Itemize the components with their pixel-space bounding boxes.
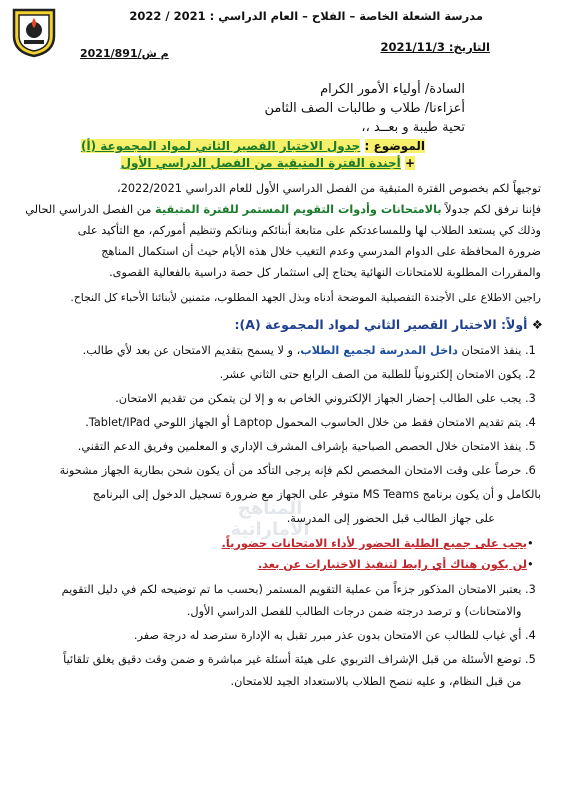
note-no-remote-text: لن يكون هناك أي رابط لتنفيذ الاختبارات عن بعد. bbox=[257, 558, 527, 571]
item-text: توضع الأسئلة من قبل الإشراف التربوي على هيئة أسئلة غير مباشرة و ضمن وقت دقيق يغلق تلقائياً bbox=[63, 653, 522, 666]
watermark: المناهج الاماراتية bbox=[230, 498, 310, 540]
list-item-continuation bbox=[231, 675, 541, 688]
item-text: من قبل النظام، و عليه ننصح الطلاب بالاستعداد الجيد للامتحان. bbox=[230, 675, 522, 688]
subject-title: جدول الاختبار القصير الثاني لمواد المجموعة (أ) bbox=[81, 139, 361, 153]
list-item bbox=[134, 629, 541, 642]
note-attendance bbox=[222, 537, 543, 550]
item-number: 4. bbox=[525, 416, 536, 429]
list-item-continuation: على جهاز الطالب قبل الحضور إلى المدرسة. bbox=[286, 512, 495, 525]
item-number: 5. bbox=[525, 440, 536, 453]
item-text: ينفذ الامتحان خلال الحصص الصباحية بإشراف المشرف الإداري و المعلمين وفريق الدعم التقني. bbox=[77, 440, 522, 453]
intro-line-2-c: من الفصل الدراسي الحالي bbox=[25, 203, 156, 216]
subject-agenda-line bbox=[121, 156, 415, 170]
list-item bbox=[115, 392, 541, 405]
item-number: 3. bbox=[525, 583, 536, 596]
item-text: يتم تقديم الامتحان فقط من خلال الحاسوب المحمول Laptop أو الجهاز اللوحي Tablet/IPad. bbox=[85, 416, 522, 429]
list-item bbox=[78, 440, 541, 453]
item-number: 3. bbox=[525, 392, 536, 405]
greeting-students: أعزاءنا/ طلاب و طالبات الصف الثامن bbox=[264, 101, 465, 116]
item-number: 1. bbox=[525, 344, 536, 357]
item-number: 5. bbox=[525, 653, 536, 666]
item-number: 2. bbox=[525, 368, 536, 381]
section-title: أولاً: الاختبار القصير الثاني لمواد المجموعة (A): bbox=[234, 317, 528, 332]
subject-plus: + bbox=[404, 156, 415, 170]
letter-date: التاريخ: 2021/11/3 bbox=[380, 40, 490, 54]
subject-label: الموضوع : bbox=[364, 139, 425, 153]
note-bullet: • bbox=[527, 537, 534, 550]
item-text: حرصاً على وقت الامتحان المخصص لكم فإنه يرجى التأكد من أن يكون شحن بطارية الجهاز مشحونة bbox=[59, 464, 522, 477]
greeting-parents: السادة/ أولياء الأمور الكرام bbox=[320, 82, 465, 97]
list-item bbox=[60, 464, 541, 477]
section-bullet: ❖ bbox=[531, 317, 543, 332]
intro-line-2-a: فإننا نرفق لكم جدولاً bbox=[441, 203, 541, 216]
intro-line-3: وذلك كي يستعد الطلاب لها وللمساعدتكم على متابعة أبنائكم وبناتكم وتنظيم أموركم، مع التأكيد على bbox=[77, 224, 541, 237]
school-header: مدرسة الشعلة الخاصة – الفلاح – العام الدراسي : 2021 / 2022 bbox=[129, 9, 483, 23]
note-no-remote bbox=[258, 558, 543, 571]
note-attendance-text: يجب على جميع الطلبة الحضور لأداء الامتحانات حضورياً. bbox=[221, 537, 527, 550]
item-text: يجب على الطالب إحضار الجهاز الإلكتروني الخاص به و إلا لن يتمكن من تقديم الامتحان. bbox=[115, 392, 522, 405]
subject-line bbox=[81, 139, 425, 153]
list-item-continuation bbox=[187, 605, 541, 618]
subject-agenda: أجندة الفترة المتبقية من الفصل الدراسي الأول bbox=[120, 156, 401, 170]
list-item bbox=[85, 416, 541, 429]
intro-line-4: ضرورة المحافظة على الدوام المدرسي وعدم التغيب خلال هذه الأيام حيث أن استكمال المناهج bbox=[101, 245, 541, 258]
list-item bbox=[220, 368, 541, 381]
reference-number: م ش/2021/891 bbox=[80, 47, 169, 60]
list-item bbox=[63, 653, 541, 666]
item-text: يعتبر الامتحان المذكور جزءاً من عملية التقويم المستمر (بحسب ما تم توضيحه لكم في دليل التقويم bbox=[61, 583, 522, 596]
intro-highlight: بالامتحانات وأدوات التقويم المستمر للفترة المتبقية bbox=[155, 203, 442, 216]
greeting-salutation: تحية طيبة و بعــد ،، bbox=[361, 120, 465, 135]
school-logo bbox=[10, 6, 58, 58]
item-number: 4. bbox=[525, 629, 536, 642]
intro-line-5: والمقررات المطلوبة للامتحانات النهائية يحتاج إلى استثمار كل حصة دراسية بالفعالية القصوى. bbox=[109, 266, 541, 279]
item-number: 6. bbox=[525, 464, 536, 477]
item-text-end: ، و لا يسمح بتقديم الامتحان عن بعد لأي طالب. bbox=[82, 344, 301, 357]
item-highlight: داخل المدرسة لجميع الطلاب bbox=[300, 344, 458, 357]
section-heading bbox=[235, 317, 543, 332]
note-bullet: • bbox=[527, 558, 534, 571]
intro-line-6: راجين الاطلاع على الأجندة التفصيلية الموضحة أدناه وبذل الجهد المطلوب، متمنين لأبنائنا الأحباء كل النجاح. bbox=[70, 291, 541, 304]
list-item-continuation: بالكامل و أن يكون برنامج MS Teams متوفر على الجهاز مع ضرورة تسجيل الدخول إلى البرنامج bbox=[92, 488, 541, 501]
item-text: والامتحانات) و ترصد درجته ضمن درجات الطالب للفصل الدراسي الأول. bbox=[186, 605, 522, 618]
item-text: ينفذ الامتحان bbox=[457, 344, 522, 357]
intro-line-1: توجيهاً لكم بخصوص الفترة المتبقية من الفصل الدراسي الأول للعام الدراسي 2022/2021، bbox=[117, 182, 541, 195]
list-item bbox=[83, 344, 541, 357]
list-item bbox=[62, 583, 541, 596]
item-text: يكون الامتحان إلكترونياً للطلبة من الصف الرابع حتى الثاني عشر. bbox=[219, 368, 522, 381]
intro-line-2 bbox=[25, 203, 541, 216]
item-text: أي غياب للطالب عن الامتحان بدون عذر مبرر تقبل به الإدارة سترصد له درجة صفر. bbox=[133, 629, 522, 642]
